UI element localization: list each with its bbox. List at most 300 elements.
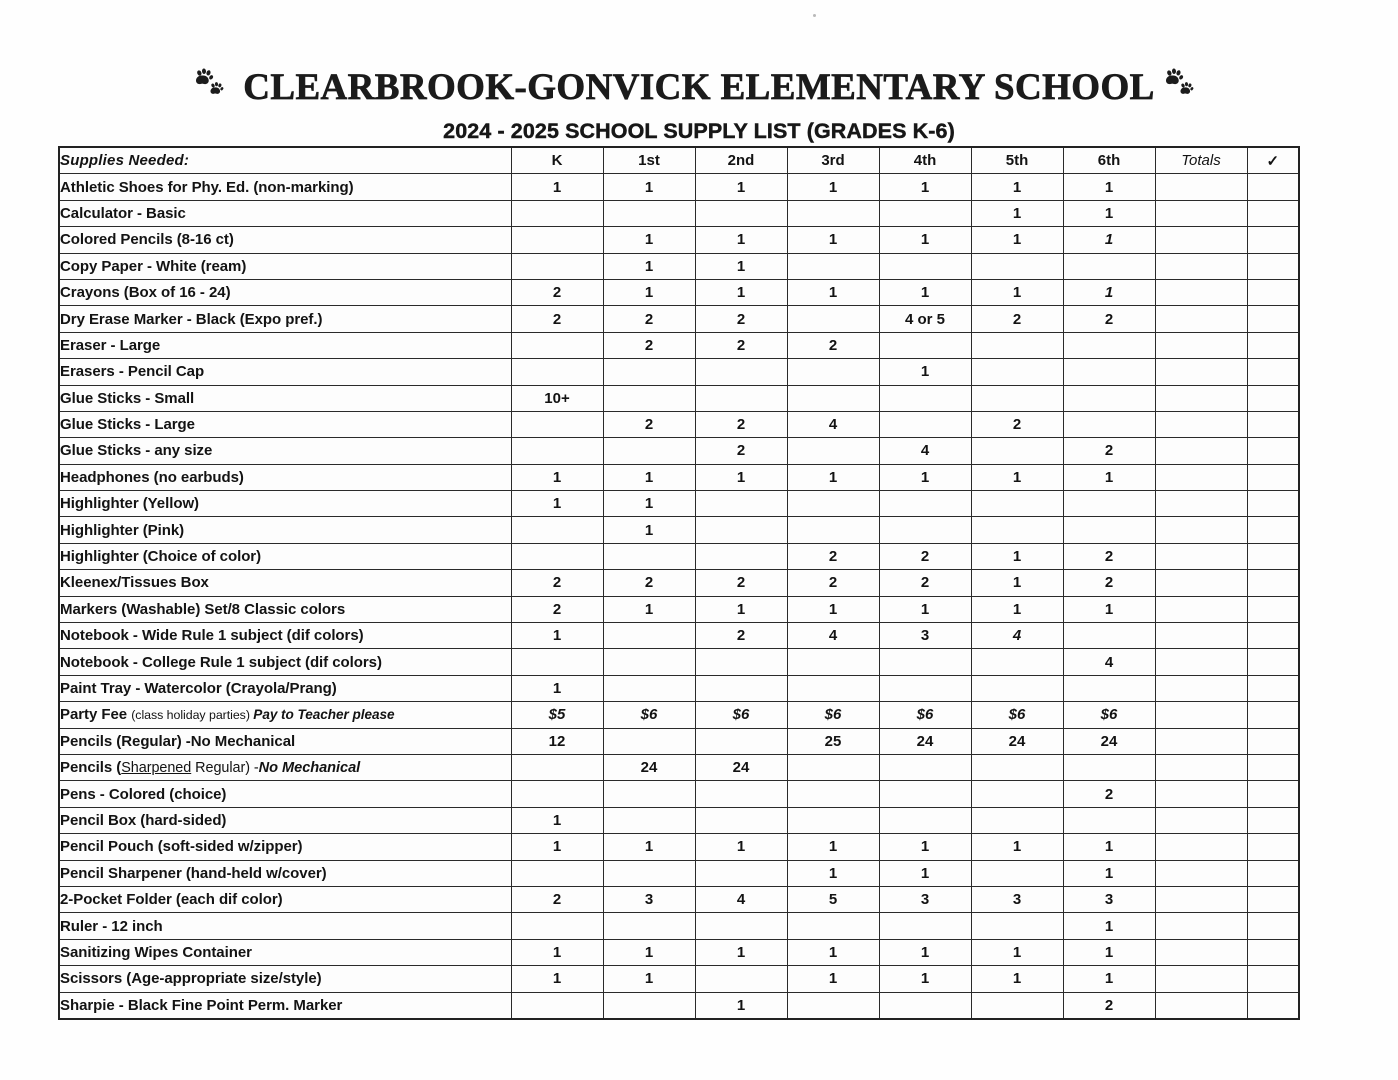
supply-item-label: Eraser - Large <box>59 332 511 358</box>
quantity-cell-3rd <box>787 253 879 279</box>
table-row <box>59 623 1299 649</box>
checkbox-cell[interactable] <box>1247 227 1299 253</box>
totals-cell[interactable] <box>1155 570 1247 596</box>
quantity-cell-4th <box>879 913 971 939</box>
supply-item-label-part: (class holiday parties) <box>131 708 254 723</box>
totals-cell[interactable] <box>1155 491 1247 517</box>
supply-item-label-part: Regular) - <box>191 760 259 777</box>
supply-item-label: Highlighter (Pink) <box>59 517 511 543</box>
quantity-cell-6th: 1 <box>1063 596 1155 622</box>
table-row <box>59 174 1299 200</box>
quantity-cell-1st: 2 <box>603 332 695 358</box>
quantity-cell-6th <box>1063 385 1155 411</box>
quantity-cell-6th: 1 <box>1063 200 1155 226</box>
table-row <box>59 306 1299 332</box>
quantity-cell-6th <box>1063 491 1155 517</box>
quantity-cell-2nd <box>695 860 787 886</box>
checkbox-cell[interactable] <box>1247 279 1299 305</box>
supply-item-label: Kleenex/Tissues Box <box>59 570 511 596</box>
quantity-cell-4th <box>879 385 971 411</box>
quantity-cell-3rd: 1 <box>787 834 879 860</box>
quantity-cell-6th: 2 <box>1063 306 1155 332</box>
quantity-cell-3rd: 4 <box>787 623 879 649</box>
supply-item-label-part: No Mechanical <box>258 760 361 777</box>
quantity-cell-4th: 1 <box>879 227 971 253</box>
quantity-cell-1st: 2 <box>603 570 695 596</box>
quantity-cell-5th: 1 <box>971 200 1063 226</box>
quantity-cell-k <box>511 411 603 437</box>
totals-cell[interactable] <box>1155 543 1247 569</box>
supply-item-label: Notebook - College Rule 1 subject (dif colors) <box>59 649 511 675</box>
quantity-cell-5th: 3 <box>971 886 1063 912</box>
table-row <box>59 807 1299 833</box>
checkbox-cell[interactable] <box>1247 966 1299 992</box>
supply-item-label: Glue Sticks - any size <box>59 438 511 464</box>
quantity-cell-4th <box>879 675 971 701</box>
totals-cell[interactable] <box>1155 992 1247 1019</box>
quantity-cell-3rd: 1 <box>787 596 879 622</box>
quantity-cell-4th: 2 <box>879 543 971 569</box>
quantity-cell-2nd: 1 <box>695 279 787 305</box>
quantity-cell-1st <box>603 913 695 939</box>
totals-cell[interactable] <box>1155 359 1247 385</box>
checkbox-cell[interactable] <box>1247 174 1299 200</box>
quantity-cell-k <box>511 517 603 543</box>
quantity-cell-4th: 1 <box>879 939 971 965</box>
quantity-cell-1st <box>603 623 695 649</box>
checkbox-cell[interactable] <box>1247 939 1299 965</box>
totals-cell[interactable] <box>1155 438 1247 464</box>
supply-item-label: Glue Sticks - Small <box>59 385 511 411</box>
quantity-cell-1st <box>603 438 695 464</box>
totals-cell[interactable] <box>1155 781 1247 807</box>
school-title-line <box>194 66 1203 109</box>
checkbox-cell[interactable] <box>1247 332 1299 358</box>
quantity-cell-k <box>511 992 603 1019</box>
totals-cell[interactable] <box>1155 860 1247 886</box>
quantity-cell-3rd <box>787 992 879 1019</box>
quantity-cell-4th <box>879 253 971 279</box>
quantity-cell-5th: 1 <box>971 279 1063 305</box>
totals-cell[interactable] <box>1155 939 1247 965</box>
quantity-cell-k <box>511 200 603 226</box>
totals-cell[interactable] <box>1155 886 1247 912</box>
quantity-cell-3rd: 25 <box>787 728 879 754</box>
quantity-cell-1st <box>603 543 695 569</box>
quantity-cell-k <box>511 332 603 358</box>
quantity-cell-6th <box>1063 517 1155 543</box>
quantity-cell-2nd: 1 <box>695 939 787 965</box>
quantity-cell-2nd: 1 <box>695 596 787 622</box>
totals-cell[interactable] <box>1155 649 1247 675</box>
supply-item-label: Highlighter (Choice of color) <box>59 543 511 569</box>
column-header-k: K <box>511 147 603 174</box>
supply-item-label: Scissors (Age-appropriate size/style) <box>59 966 511 992</box>
supply-item-label: Notebook - Wide Rule 1 subject (dif colors) <box>59 623 511 649</box>
table-row <box>59 886 1299 912</box>
totals-cell[interactable] <box>1155 728 1247 754</box>
quantity-cell-1st <box>603 728 695 754</box>
quantity-cell-k: 1 <box>511 939 603 965</box>
supply-item-label: Colored Pencils (8-16 ct) <box>59 227 511 253</box>
quantity-cell-4th <box>879 807 971 833</box>
table-header-row <box>59 147 1299 174</box>
checkbox-cell[interactable] <box>1247 886 1299 912</box>
quantity-cell-k: 1 <box>511 464 603 490</box>
supply-item-label-part: Sharpened <box>121 760 192 777</box>
checkmark-icon: ✓ <box>1247 147 1299 174</box>
quantity-cell-1st: 1 <box>603 279 695 305</box>
table-row <box>59 834 1299 860</box>
supply-item-label: Pencil Box (hard-sided) <box>59 807 511 833</box>
quantity-cell-5th <box>971 491 1063 517</box>
checkbox-cell[interactable] <box>1247 807 1299 833</box>
quantity-cell-3rd: 2 <box>787 543 879 569</box>
quantity-cell-k <box>511 543 603 569</box>
supply-item-label: Sanitizing Wipes Container <box>59 939 511 965</box>
quantity-cell-4th <box>879 781 971 807</box>
document-subtitle: 2024 - 2025 SCHOOL SUPPLY LIST (GRADES K-6) <box>443 118 955 143</box>
quantity-cell-6th: 3 <box>1063 886 1155 912</box>
quantity-cell-3rd <box>787 781 879 807</box>
totals-cell[interactable] <box>1155 332 1247 358</box>
checkbox-cell[interactable] <box>1247 623 1299 649</box>
quantity-cell-5th: 1 <box>971 464 1063 490</box>
quantity-cell-3rd: 1 <box>787 227 879 253</box>
quantity-cell-3rd <box>787 385 879 411</box>
quantity-cell-1st <box>603 359 695 385</box>
table-row <box>59 385 1299 411</box>
quantity-cell-4th <box>879 992 971 1019</box>
table-row <box>59 649 1299 675</box>
checkbox-cell[interactable] <box>1247 992 1299 1019</box>
checkbox-cell[interactable] <box>1247 517 1299 543</box>
quantity-cell-4th <box>879 332 971 358</box>
totals-cell[interactable] <box>1155 279 1247 305</box>
quantity-cell-k: 2 <box>511 596 603 622</box>
quantity-cell-1st: 1 <box>603 227 695 253</box>
quantity-cell-k <box>511 438 603 464</box>
quantity-cell-6th <box>1063 754 1155 780</box>
quantity-cell-6th: 1 <box>1063 279 1155 305</box>
quantity-cell-k: 1 <box>511 807 603 833</box>
quantity-cell-5th: 24 <box>971 728 1063 754</box>
totals-cell[interactable] <box>1155 754 1247 780</box>
supply-item-label: Calculator - Basic <box>59 200 511 226</box>
checkbox-cell[interactable] <box>1247 306 1299 332</box>
table-row <box>59 596 1299 622</box>
checkbox-cell[interactable] <box>1247 570 1299 596</box>
column-header-supplies: Supplies Needed: <box>59 147 511 174</box>
table-row <box>59 913 1299 939</box>
quantity-cell-1st: 1 <box>603 517 695 543</box>
supply-item-label: Paint Tray - Watercolor (Crayola/Prang) <box>59 675 511 701</box>
quantity-cell-1st: 1 <box>603 596 695 622</box>
table-row <box>59 702 1299 728</box>
quantity-cell-2nd <box>695 649 787 675</box>
checkbox-cell[interactable] <box>1247 834 1299 860</box>
supply-item-label-part: Party Fee <box>60 706 132 724</box>
quantity-cell-6th: 1 <box>1063 860 1155 886</box>
checkbox-cell[interactable] <box>1247 596 1299 622</box>
checkbox-cell[interactable] <box>1247 253 1299 279</box>
quantity-cell-k: $5 <box>511 702 603 728</box>
totals-cell[interactable] <box>1155 834 1247 860</box>
quantity-cell-5th: 2 <box>971 411 1063 437</box>
quantity-cell-k <box>511 913 603 939</box>
checkbox-cell[interactable] <box>1247 754 1299 780</box>
quantity-cell-4th: 2 <box>879 570 971 596</box>
totals-cell[interactable] <box>1155 623 1247 649</box>
quantity-cell-1st <box>603 675 695 701</box>
checkbox-cell[interactable] <box>1247 860 1299 886</box>
quantity-cell-2nd <box>695 913 787 939</box>
quantity-cell-6th <box>1063 623 1155 649</box>
quantity-cell-6th: 24 <box>1063 728 1155 754</box>
quantity-cell-5th <box>971 438 1063 464</box>
totals-cell[interactable] <box>1155 227 1247 253</box>
totals-cell[interactable] <box>1155 464 1247 490</box>
supply-item-label: Markers (Washable) Set/8 Classic colors <box>59 596 511 622</box>
quantity-cell-3rd <box>787 306 879 332</box>
quantity-cell-3rd <box>787 649 879 675</box>
quantity-cell-3rd: $6 <box>787 702 879 728</box>
quantity-cell-5th <box>971 781 1063 807</box>
table-row <box>59 570 1299 596</box>
column-header-1st: 1st <box>603 147 695 174</box>
quantity-cell-3rd: 1 <box>787 464 879 490</box>
quantity-cell-2nd: 24 <box>695 754 787 780</box>
quantity-cell-1st: 1 <box>603 966 695 992</box>
quantity-cell-k: 10+ <box>511 385 603 411</box>
table-row <box>59 966 1299 992</box>
supply-item-label: Pens - Colored (choice) <box>59 781 511 807</box>
quantity-cell-5th: 1 <box>971 596 1063 622</box>
quantity-cell-6th: 4 <box>1063 649 1155 675</box>
quantity-cell-5th <box>971 385 1063 411</box>
quantity-cell-5th <box>971 992 1063 1019</box>
quantity-cell-1st: $6 <box>603 702 695 728</box>
quantity-cell-3rd: 2 <box>787 332 879 358</box>
checkbox-cell[interactable] <box>1247 913 1299 939</box>
table-body <box>59 174 1299 1019</box>
totals-cell[interactable] <box>1155 913 1247 939</box>
supply-item-label-part: Pay to Teacher please <box>253 707 395 723</box>
quantity-cell-k: 2 <box>511 279 603 305</box>
quantity-cell-3rd <box>787 438 879 464</box>
quantity-cell-6th: 2 <box>1063 992 1155 1019</box>
quantity-cell-4th: 4 <box>879 438 971 464</box>
quantity-cell-2nd: 1 <box>695 227 787 253</box>
column-header-5th: 5th <box>971 147 1063 174</box>
quantity-cell-4th: 1 <box>879 966 971 992</box>
quantity-cell-4th: 3 <box>879 886 971 912</box>
quantity-cell-4th: 1 <box>879 359 971 385</box>
quantity-cell-1st: 1 <box>603 464 695 490</box>
column-header-3rd: 3rd <box>787 147 879 174</box>
totals-cell[interactable] <box>1155 675 1247 701</box>
quantity-cell-3rd: 1 <box>787 939 879 965</box>
quantity-cell-3rd <box>787 517 879 543</box>
totals-cell[interactable] <box>1155 385 1247 411</box>
quantity-cell-2nd <box>695 200 787 226</box>
quantity-cell-5th: 1 <box>971 939 1063 965</box>
quantity-cell-2nd <box>695 543 787 569</box>
quantity-cell-3rd: 4 <box>787 411 879 437</box>
quantity-cell-6th <box>1063 332 1155 358</box>
quantity-cell-1st <box>603 807 695 833</box>
quantity-cell-4th: $6 <box>879 702 971 728</box>
quantity-cell-1st: 1 <box>603 491 695 517</box>
totals-cell[interactable] <box>1155 966 1247 992</box>
totals-cell[interactable] <box>1155 807 1247 833</box>
quantity-cell-2nd: 1 <box>695 253 787 279</box>
supply-item-label: Pencils (Regular) -No Mechanical <box>59 728 511 754</box>
quantity-cell-6th: 1 <box>1063 227 1155 253</box>
quantity-cell-2nd: 2 <box>695 438 787 464</box>
totals-cell[interactable] <box>1155 174 1247 200</box>
quantity-cell-3rd <box>787 200 879 226</box>
quantity-cell-3rd <box>787 754 879 780</box>
table-row <box>59 227 1299 253</box>
column-header-4th: 4th <box>879 147 971 174</box>
supply-item-label: Athletic Shoes for Phy. Ed. (non-marking) <box>59 174 511 200</box>
checkbox-cell[interactable] <box>1247 438 1299 464</box>
totals-cell[interactable] <box>1155 702 1247 728</box>
quantity-cell-2nd: 1 <box>695 464 787 490</box>
totals-cell[interactable] <box>1155 200 1247 226</box>
table-row <box>59 359 1299 385</box>
table-header <box>59 147 1299 174</box>
quantity-cell-1st: 1 <box>603 174 695 200</box>
checkbox-cell[interactable] <box>1247 359 1299 385</box>
checkbox-cell[interactable] <box>1247 649 1299 675</box>
quantity-cell-4th <box>879 491 971 517</box>
table-row <box>59 860 1299 886</box>
column-header-totals: Totals <box>1155 147 1247 174</box>
supply-item-label <box>59 702 511 728</box>
quantity-cell-6th: 1 <box>1063 834 1155 860</box>
checkbox-cell[interactable] <box>1247 200 1299 226</box>
quantity-cell-2nd: 2 <box>695 306 787 332</box>
quantity-cell-2nd: 2 <box>695 411 787 437</box>
quantity-cell-6th: 1 <box>1063 913 1155 939</box>
quantity-cell-k <box>511 253 603 279</box>
quantity-cell-6th <box>1063 675 1155 701</box>
quantity-cell-k: 1 <box>511 174 603 200</box>
quantity-cell-3rd <box>787 913 879 939</box>
quantity-cell-1st <box>603 649 695 675</box>
quantity-cell-2nd <box>695 966 787 992</box>
table-row <box>59 754 1299 780</box>
quantity-cell-k: 2 <box>511 570 603 596</box>
quantity-cell-k: 2 <box>511 306 603 332</box>
checkbox-cell[interactable] <box>1247 781 1299 807</box>
supply-item-label: Copy Paper - White (ream) <box>59 253 511 279</box>
checkbox-cell[interactable] <box>1247 464 1299 490</box>
quantity-cell-2nd <box>695 359 787 385</box>
totals-cell[interactable] <box>1155 411 1247 437</box>
quantity-cell-6th <box>1063 253 1155 279</box>
totals-cell[interactable] <box>1155 306 1247 332</box>
quantity-cell-2nd: 1 <box>695 174 787 200</box>
totals-cell[interactable] <box>1155 253 1247 279</box>
quantity-cell-k <box>511 781 603 807</box>
quantity-cell-1st <box>603 200 695 226</box>
quantity-cell-5th: 1 <box>971 570 1063 596</box>
supply-list-table-container <box>58 146 1298 1020</box>
table-row <box>59 464 1299 490</box>
quantity-cell-k <box>511 860 603 886</box>
school-name: CLEARBROOK-GONVICK ELEMENTARY SCHOOL <box>243 67 1155 108</box>
quantity-cell-k: 12 <box>511 728 603 754</box>
quantity-cell-2nd: 2 <box>695 623 787 649</box>
quantity-cell-4th <box>879 517 971 543</box>
quantity-cell-2nd <box>695 385 787 411</box>
checkbox-cell[interactable] <box>1247 385 1299 411</box>
checkbox-cell[interactable] <box>1247 411 1299 437</box>
table-row <box>59 517 1299 543</box>
table-row <box>59 543 1299 569</box>
quantity-cell-1st: 1 <box>603 939 695 965</box>
supply-item-label: Highlighter (Yellow) <box>59 491 511 517</box>
quantity-cell-6th: 1 <box>1063 174 1155 200</box>
table-row <box>59 781 1299 807</box>
checkbox-cell[interactable] <box>1247 543 1299 569</box>
quantity-cell-5th: 2 <box>971 306 1063 332</box>
quantity-cell-k: 1 <box>511 623 603 649</box>
supply-item-label: Glue Sticks - Large <box>59 411 511 437</box>
quantity-cell-6th: 2 <box>1063 570 1155 596</box>
checkbox-cell[interactable] <box>1247 702 1299 728</box>
supply-item-label-part: Pencils ( <box>60 759 122 777</box>
quantity-cell-3rd: 2 <box>787 570 879 596</box>
totals-cell[interactable] <box>1155 517 1247 543</box>
quantity-cell-6th: 2 <box>1063 781 1155 807</box>
totals-cell[interactable] <box>1155 596 1247 622</box>
checkbox-cell[interactable] <box>1247 728 1299 754</box>
quantity-cell-6th: 2 <box>1063 543 1155 569</box>
quantity-cell-k: 1 <box>511 966 603 992</box>
paw-print-icon <box>194 71 234 105</box>
quantity-cell-5th: 1 <box>971 543 1063 569</box>
supply-item-label: Erasers - Pencil Cap <box>59 359 511 385</box>
quantity-cell-6th <box>1063 411 1155 437</box>
supply-item-label: Dry Erase Marker - Black (Expo pref.) <box>59 306 511 332</box>
quantity-cell-4th: 1 <box>879 834 971 860</box>
paw-print-icon <box>1164 71 1204 105</box>
quantity-cell-2nd <box>695 675 787 701</box>
quantity-cell-3rd: 5 <box>787 886 879 912</box>
quantity-cell-5th <box>971 253 1063 279</box>
checkbox-cell[interactable] <box>1247 675 1299 701</box>
quantity-cell-4th <box>879 649 971 675</box>
quantity-cell-2nd <box>695 781 787 807</box>
checkbox-cell[interactable] <box>1247 491 1299 517</box>
quantity-cell-5th: 1 <box>971 174 1063 200</box>
quantity-cell-3rd: 1 <box>787 279 879 305</box>
quantity-cell-2nd: 1 <box>695 992 787 1019</box>
quantity-cell-2nd: 2 <box>695 570 787 596</box>
quantity-cell-5th <box>971 754 1063 780</box>
quantity-cell-k <box>511 649 603 675</box>
quantity-cell-2nd <box>695 807 787 833</box>
table-row <box>59 200 1299 226</box>
quantity-cell-k: 1 <box>511 491 603 517</box>
supply-item-label: 2-Pocket Folder (each dif color) <box>59 886 511 912</box>
quantity-cell-6th <box>1063 807 1155 833</box>
supply-item-label: Sharpie - Black Fine Point Perm. Marker <box>59 992 511 1019</box>
